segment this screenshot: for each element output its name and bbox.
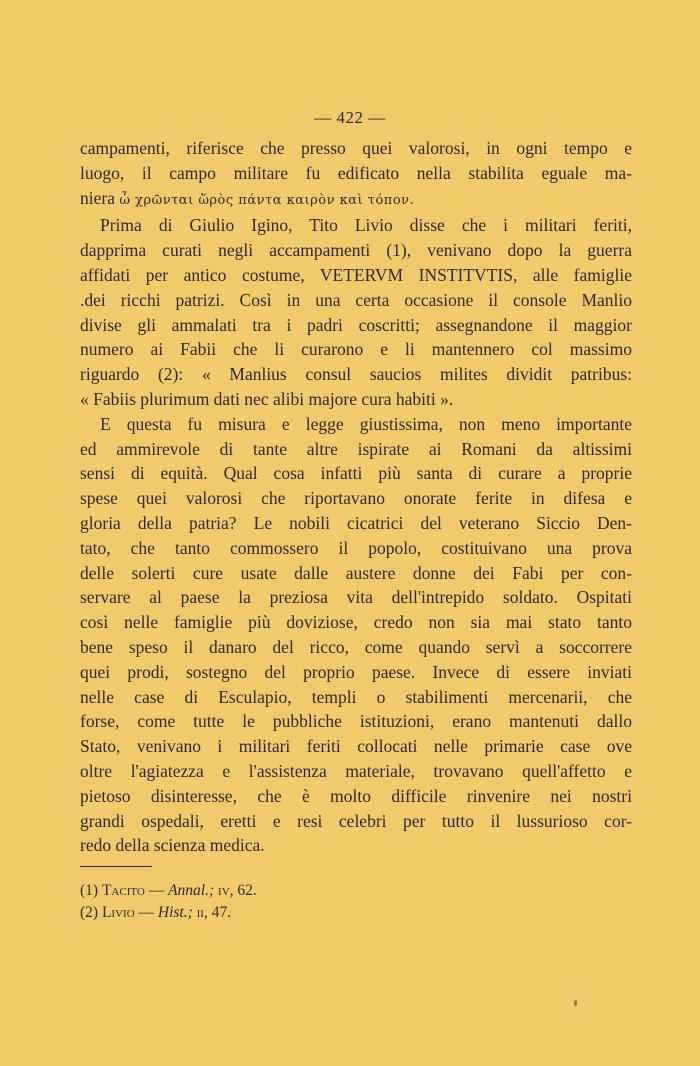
footnote-divider	[80, 866, 152, 867]
footnote-marker: (2)	[80, 904, 99, 921]
text-line: riguardo (2): « Manlius consul saucios milites dividit patribus:	[80, 364, 632, 385]
footnote-reference: iv, 62.	[218, 882, 257, 899]
footnote-author: Livio	[101, 904, 135, 921]
text-line: redo della scienza medica.	[80, 835, 265, 856]
text-line: ed ammirevole di tante altre ispirate ai Romani da altissimi	[80, 438, 632, 459]
text-line: sensi di equità. Qual cosa infatti più santa di curare a proprie	[80, 463, 632, 484]
text-line: servare al paese la preziosa vita dell'intrepido soldato. Ospitati	[80, 587, 632, 608]
text-line: Stato, venivano i militari feriti collocati nelle primarie case ove	[80, 736, 632, 757]
text-line: forse, come tutte le pubbliche istituzioni, erano mantenuti dallo	[80, 711, 632, 732]
text-line: .dei ricchi patrizi. Così in una certa occasione il console Manlio	[80, 289, 632, 310]
text-line: « Fabiis plurimum dati nec alibi majore cura habiti ».	[80, 388, 454, 409]
footnote-1	[80, 880, 580, 902]
text-line: dapprima curati negli accampamenti (1), venivano dopo la guerra	[80, 240, 632, 261]
text-line: quei prodi, sostegno del proprio paese. Invece di essere inviati	[80, 661, 632, 682]
footnotes	[80, 880, 580, 924]
footnote-dash: —	[138, 904, 155, 921]
footnote-reference: ii, 47.	[196, 904, 232, 921]
text-line: numero ai Fabii che li curarono e li mantennero col massimo	[80, 339, 632, 360]
text-fragment: niera	[80, 187, 120, 208]
text-line: spese quei valorosi che riportavano onorate ferite in difesa e	[80, 488, 632, 509]
text-line: campamenti, riferisce che presso quei valorosi, in ogni tempo e	[80, 138, 632, 158]
footnote-work: Hist.;	[157, 904, 193, 921]
text-line: affidati per antico costume, VETERVM INSTITVTIS, alle famiglie	[80, 264, 632, 285]
text-line: così nelle famiglie più doviziose, credo non sia mai stato tanto	[80, 612, 632, 633]
footnote-work: Annal.;	[168, 882, 215, 899]
text-line: nelle case di Esculapio, templi o stabilimenti mercenarii, che	[80, 686, 632, 707]
text-line: Prima di Giulio Igino, Tito Livio disse che i militari feriti,	[100, 215, 632, 236]
text-line	[80, 186, 632, 214]
text-line: E questa fu misura e legge giustissima, non meno importante	[100, 413, 632, 434]
text-line: luogo, il campo militare fu edificato nella stabilita eguale ma-	[80, 162, 632, 183]
greek-quote: ὦ χρῶνται ὥρὸς πάντα καιρὸν καὶ τόπον.	[119, 192, 415, 208]
text-line: divise gli ammalati tra i padri coscritti; assegnandone il maggior	[80, 314, 632, 335]
footnote-marker: (1)	[80, 882, 99, 899]
text-line: tato, che tanto commossero il popolo, costituivano una prova	[80, 537, 632, 558]
text-line: grandi ospedali, eretti e resi celebri per tutto il lussurioso cor-	[80, 810, 632, 831]
text-line: oltre l'agiatezza e l'assistenza materiale, trovavano quell'affetto e	[80, 760, 632, 781]
text-line: bene speso il danaro del ricco, come quando servì a soccorrere	[80, 636, 632, 657]
footnote-2	[80, 902, 580, 924]
text-line: delle solerti cure usate dalle austere donne dei Fabi per con-	[80, 562, 632, 583]
paper-speck	[574, 1000, 577, 1006]
body-text	[80, 136, 632, 858]
page-number: — 422 —	[314, 108, 386, 127]
footnote-dash: —	[148, 882, 165, 899]
footnote-author: Tacito	[101, 882, 145, 899]
text-line: pietoso disinteresse, che è molto difficile rinvenire nei nostri	[80, 785, 632, 806]
text-line: gloria della patria? Le nobili cicatrici del veterano Siccio Den-	[80, 512, 632, 533]
